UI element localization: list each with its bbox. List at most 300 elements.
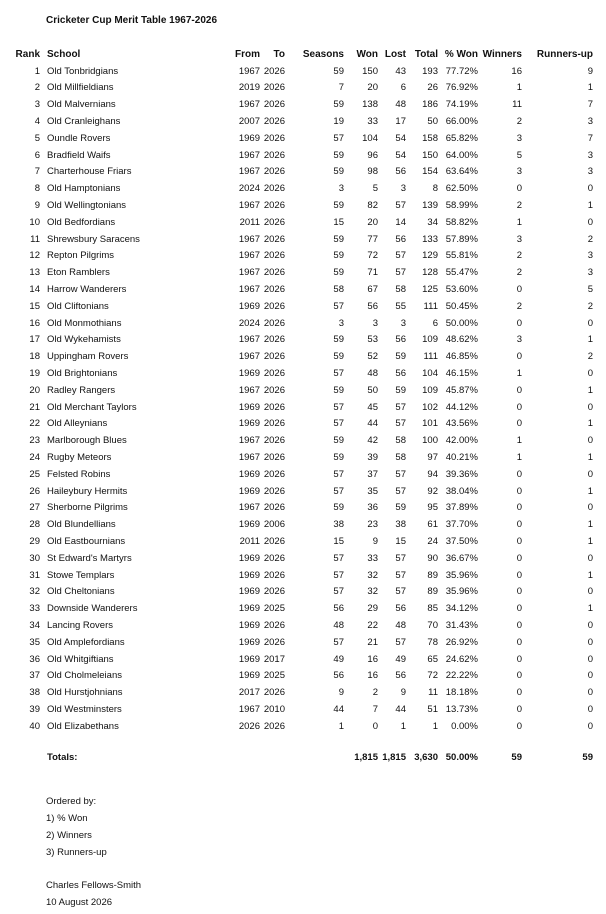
cell-rank: 29 bbox=[29, 536, 40, 547]
cell-seasons: 57 bbox=[333, 132, 344, 144]
cell-rank: 36 bbox=[29, 653, 40, 665]
cell-pct-won: 38.04% bbox=[445, 485, 478, 497]
cell-won: 22 bbox=[367, 619, 378, 631]
order-criterion: 2) Winners bbox=[46, 830, 92, 841]
cell-lost: 57 bbox=[395, 200, 406, 212]
cell-from: 2026 bbox=[238, 720, 260, 732]
page-title: Cricketer Cup Merit Table 1967-2026 bbox=[46, 15, 218, 26]
cell-school: Old Bedfordians bbox=[47, 216, 116, 228]
table-row bbox=[4, 533, 598, 550]
cell-to: 2026 bbox=[263, 536, 285, 547]
cell-rank: 21 bbox=[29, 401, 40, 413]
cell-total: 51 bbox=[427, 703, 438, 715]
cell-from: 1967 bbox=[238, 149, 260, 161]
cell-school: Marlborough Blues bbox=[47, 435, 127, 447]
cell-winners: 11 bbox=[512, 99, 522, 111]
cell-won: 52 bbox=[367, 351, 378, 363]
col-header-runners-up: Runners-up bbox=[536, 48, 593, 60]
cell-won: 104 bbox=[362, 132, 378, 144]
cell-winners: 1 bbox=[516, 216, 522, 228]
cell-from: 1969 bbox=[238, 401, 260, 413]
cell-runners-up: 0 bbox=[587, 552, 593, 564]
cell-rank: 40 bbox=[29, 720, 40, 732]
cell-won: 82 bbox=[367, 200, 378, 212]
cell-total: 133 bbox=[422, 233, 438, 245]
table-row bbox=[4, 315, 598, 332]
cell-winners: 0 bbox=[516, 552, 522, 564]
cell-runners-up: 0 bbox=[587, 502, 593, 514]
cell-pct-won: 35.96% bbox=[445, 586, 478, 598]
table-row bbox=[4, 348, 598, 365]
cell-school: Old Wellingtonians bbox=[47, 200, 127, 212]
cell-seasons: 57 bbox=[333, 552, 344, 564]
cell-to: 2026 bbox=[263, 300, 285, 312]
cell-to: 2026 bbox=[263, 65, 285, 77]
cell-winners: 0 bbox=[516, 284, 522, 296]
cell-runners-up: 1 bbox=[587, 603, 593, 615]
cell-to: 2026 bbox=[263, 720, 285, 732]
cell-total: 154 bbox=[422, 166, 438, 178]
cell-from: 1967 bbox=[238, 250, 260, 262]
cell-pct-won: 55.81% bbox=[445, 250, 478, 262]
cell-total: 100 bbox=[422, 435, 438, 447]
cell-total: 101 bbox=[422, 418, 438, 430]
table-row bbox=[4, 500, 598, 517]
table-row bbox=[4, 584, 598, 601]
cell-winners: 0 bbox=[516, 586, 522, 598]
cell-pct-won: 53.60% bbox=[445, 284, 478, 296]
cell-won: 29 bbox=[367, 603, 378, 615]
cell-runners-up: 0 bbox=[587, 216, 593, 228]
cell-runners-up: 0 bbox=[587, 586, 593, 598]
cell-winners: 0 bbox=[516, 418, 522, 430]
cell-runners-up: 1 bbox=[587, 334, 593, 346]
cell-lost: 57 bbox=[395, 418, 406, 430]
cell-school: Repton Pilgrims bbox=[47, 250, 115, 262]
cell-to: 2026 bbox=[263, 619, 285, 631]
cell-total: 24 bbox=[427, 536, 438, 547]
cell-rank: 18 bbox=[29, 351, 40, 363]
cell-runners-up: 2 bbox=[587, 351, 593, 363]
cell-winners: 0 bbox=[516, 401, 522, 413]
cell-to: 2010 bbox=[263, 703, 285, 715]
cell-runners-up: 3 bbox=[587, 250, 593, 262]
cell-winners: 0 bbox=[516, 636, 522, 648]
totals-pct-won: 50.00% bbox=[445, 751, 478, 763]
cell-seasons: 59 bbox=[333, 166, 344, 178]
cell-from: 1967 bbox=[238, 452, 260, 464]
table-row bbox=[4, 113, 598, 130]
col-header-from: From bbox=[235, 48, 260, 60]
cell-lost: 56 bbox=[395, 368, 406, 380]
cell-to: 2026 bbox=[263, 99, 285, 111]
cell-from: 2011 bbox=[239, 216, 260, 228]
cell-won: 3 bbox=[372, 317, 378, 329]
cell-from: 2007 bbox=[238, 116, 260, 128]
cell-winners: 3 bbox=[516, 132, 522, 144]
cell-runners-up: 0 bbox=[587, 317, 593, 329]
cell-rank: 2 bbox=[34, 82, 40, 94]
cell-winners: 1 bbox=[516, 82, 522, 94]
table-body bbox=[4, 63, 598, 735]
table-row bbox=[4, 332, 598, 349]
cell-from: 1969 bbox=[238, 619, 260, 631]
cell-lost: 3 bbox=[400, 317, 406, 329]
cell-lost: 59 bbox=[395, 384, 406, 396]
cell-won: 32 bbox=[367, 569, 378, 581]
cell-school: Old Millfieldians bbox=[47, 82, 114, 94]
cell-to: 2026 bbox=[263, 502, 285, 514]
cell-rank: 1 bbox=[34, 65, 40, 77]
cell-pct-won: 13.73% bbox=[445, 703, 478, 715]
cell-pct-won: 76.92% bbox=[445, 82, 478, 94]
cell-from: 2024 bbox=[238, 183, 260, 195]
cell-from: 1969 bbox=[238, 569, 260, 581]
table-row bbox=[4, 416, 598, 433]
col-header-won: Won bbox=[356, 48, 378, 60]
cell-lost: 57 bbox=[395, 636, 406, 648]
cell-pct-won: 45.87% bbox=[445, 384, 478, 396]
cell-to: 2026 bbox=[263, 250, 285, 262]
cell-total: 90 bbox=[427, 552, 438, 564]
cell-won: 96 bbox=[367, 149, 378, 161]
table-row bbox=[4, 684, 598, 701]
cell-seasons: 7 bbox=[338, 82, 344, 94]
cell-total: 85 bbox=[427, 603, 438, 615]
cell-seasons: 38 bbox=[333, 519, 344, 531]
cell-pct-won: 0.00% bbox=[451, 720, 478, 732]
cell-lost: 17 bbox=[395, 116, 406, 128]
cell-pct-won: 40.21% bbox=[445, 452, 478, 464]
cell-from: 2011 bbox=[239, 536, 260, 547]
cell-won: 7 bbox=[372, 703, 378, 715]
cell-winners: 16 bbox=[511, 65, 522, 77]
cell-pct-won: 48.62% bbox=[445, 334, 478, 346]
cell-lost: 48 bbox=[395, 99, 406, 111]
cell-won: 39 bbox=[367, 452, 378, 464]
table-row bbox=[4, 298, 598, 315]
cell-to: 2026 bbox=[263, 384, 285, 396]
cell-school: Old Wykehamists bbox=[47, 334, 121, 346]
cell-school: Old Brightonians bbox=[47, 368, 118, 380]
cell-seasons: 3 bbox=[338, 183, 344, 195]
cell-won: 44 bbox=[367, 418, 378, 430]
cell-school: Shrewsbury Saracens bbox=[47, 233, 140, 245]
cell-lost: 15 bbox=[395, 536, 406, 547]
cell-lost: 6 bbox=[400, 82, 406, 94]
cell-from: 1967 bbox=[238, 233, 260, 245]
cell-lost: 57 bbox=[395, 468, 406, 480]
cell-total: 109 bbox=[422, 384, 438, 396]
col-header-winners: Winners bbox=[482, 48, 522, 60]
cell-seasons: 56 bbox=[333, 603, 344, 615]
cell-lost: 59 bbox=[395, 502, 406, 514]
cell-total: 61 bbox=[427, 519, 438, 531]
cell-pct-won: 50.45% bbox=[445, 300, 478, 312]
cell-runners-up: 0 bbox=[587, 653, 593, 665]
header-row bbox=[4, 46, 598, 63]
table-row bbox=[4, 365, 598, 382]
cell-total: 70 bbox=[427, 619, 438, 631]
cell-seasons: 59 bbox=[333, 452, 344, 464]
cell-won: 20 bbox=[367, 216, 378, 228]
cell-won: 56 bbox=[367, 300, 378, 312]
cell-lost: 14 bbox=[395, 216, 406, 228]
cell-to: 2026 bbox=[263, 452, 285, 464]
cell-school: Harrow Wanderers bbox=[47, 284, 127, 296]
cell-from: 1967 bbox=[238, 435, 260, 447]
cell-school: Charterhouse Friars bbox=[47, 166, 132, 178]
cell-from: 1967 bbox=[238, 99, 260, 111]
cell-total: 34 bbox=[427, 216, 438, 228]
table-row bbox=[4, 248, 598, 265]
cell-total: 186 bbox=[422, 99, 438, 111]
totals-label: Totals: bbox=[47, 751, 78, 763]
cell-to: 2026 bbox=[263, 435, 285, 447]
cell-total: 150 bbox=[422, 149, 438, 161]
cell-from: 1969 bbox=[238, 653, 260, 665]
cell-to: 2026 bbox=[263, 418, 285, 430]
cell-school: Radley Rangers bbox=[47, 384, 116, 396]
cell-from: 1967 bbox=[238, 284, 260, 296]
table-row bbox=[4, 214, 598, 231]
totals-row bbox=[4, 749, 598, 766]
table-row bbox=[4, 80, 598, 97]
cell-from: 1969 bbox=[238, 132, 260, 144]
table-row bbox=[4, 651, 598, 668]
cell-to: 2026 bbox=[263, 149, 285, 161]
table-row bbox=[4, 399, 598, 416]
cell-seasons: 59 bbox=[333, 384, 344, 396]
cell-runners-up: 3 bbox=[587, 149, 593, 161]
cell-seasons: 1 bbox=[338, 720, 344, 732]
cell-seasons: 59 bbox=[333, 149, 344, 161]
cell-school: Old Cliftonians bbox=[47, 300, 109, 312]
cell-winners: 0 bbox=[516, 502, 522, 514]
cell-winners: 0 bbox=[516, 384, 522, 396]
cell-to: 2006 bbox=[263, 519, 285, 531]
cell-from: 1967 bbox=[238, 502, 260, 514]
cell-total: 89 bbox=[427, 586, 438, 598]
cell-winners: 1 bbox=[516, 452, 522, 464]
order-criterion: 1) % Won bbox=[46, 813, 88, 824]
cell-lost: 56 bbox=[395, 334, 406, 346]
cell-rank: 31 bbox=[29, 569, 40, 581]
cell-to: 2026 bbox=[263, 116, 285, 128]
cell-to: 2026 bbox=[263, 82, 285, 94]
cell-runners-up: 3 bbox=[587, 166, 593, 178]
cell-total: 125 bbox=[422, 284, 438, 296]
cell-from: 1969 bbox=[238, 603, 260, 615]
totals-runners-up: 59 bbox=[582, 751, 593, 763]
col-header-to: To bbox=[273, 48, 285, 60]
cell-school: Old Alleynians bbox=[47, 418, 108, 430]
cell-winners: 2 bbox=[516, 267, 522, 279]
cell-runners-up: 2 bbox=[587, 233, 593, 245]
cell-lost: 56 bbox=[395, 233, 406, 245]
cell-total: 1 bbox=[432, 720, 438, 732]
col-header-rank: Rank bbox=[15, 48, 40, 60]
cell-school: Old Whitgiftians bbox=[47, 653, 114, 665]
cell-lost: 58 bbox=[395, 435, 406, 447]
cell-total: 50 bbox=[427, 116, 438, 128]
cell-won: 42 bbox=[367, 435, 378, 447]
cell-to: 2026 bbox=[263, 334, 285, 346]
cell-school: St Edward's Martyrs bbox=[47, 552, 132, 564]
cell-won: 16 bbox=[367, 670, 378, 682]
cell-winners: 0 bbox=[516, 485, 522, 497]
cell-seasons: 57 bbox=[333, 368, 344, 380]
cell-pct-won: 62.50% bbox=[445, 183, 478, 195]
cell-pct-won: 55.47% bbox=[445, 267, 478, 279]
cell-pct-won: 18.18% bbox=[445, 687, 478, 699]
cell-pct-won: 22.22% bbox=[445, 670, 478, 682]
cell-rank: 34 bbox=[29, 619, 40, 631]
cell-won: 77 bbox=[367, 233, 378, 245]
cell-seasons: 44 bbox=[333, 703, 344, 715]
cell-total: 78 bbox=[427, 636, 438, 648]
cell-school: Haileybury Hermits bbox=[47, 485, 128, 497]
cell-pct-won: 57.89% bbox=[445, 233, 478, 245]
table-row bbox=[4, 96, 598, 113]
cell-seasons: 57 bbox=[333, 418, 344, 430]
cell-winners: 2 bbox=[516, 200, 522, 212]
cell-rank: 26 bbox=[29, 485, 40, 497]
cell-pct-won: 65.82% bbox=[445, 132, 478, 144]
cell-school: Old Cholmeleians bbox=[47, 670, 122, 682]
cell-winners: 0 bbox=[516, 351, 522, 363]
cell-rank: 32 bbox=[29, 586, 40, 598]
cell-seasons: 56 bbox=[333, 670, 344, 682]
cell-to: 2026 bbox=[263, 687, 285, 699]
cell-seasons: 59 bbox=[333, 250, 344, 262]
cell-from: 2017 bbox=[238, 687, 260, 699]
cell-winners: 0 bbox=[516, 317, 522, 329]
cell-winners: 1 bbox=[516, 368, 522, 380]
cell-total: 72 bbox=[427, 670, 438, 682]
cell-lost: 57 bbox=[395, 569, 406, 581]
cell-winners: 0 bbox=[516, 653, 522, 665]
cell-from: 1969 bbox=[238, 485, 260, 497]
cell-pct-won: 34.12% bbox=[445, 603, 478, 615]
cell-to: 2025 bbox=[263, 603, 285, 615]
cell-total: 26 bbox=[427, 82, 438, 94]
cell-from: 2024 bbox=[238, 317, 260, 329]
cell-school: Old Amplefordians bbox=[47, 636, 125, 648]
cell-winners: 0 bbox=[516, 569, 522, 581]
table-row bbox=[4, 600, 598, 617]
cell-total: 94 bbox=[427, 468, 438, 480]
cell-pct-won: 46.85% bbox=[445, 351, 478, 363]
table-row bbox=[4, 180, 598, 197]
cell-won: 45 bbox=[367, 401, 378, 413]
cell-school: Oundle Rovers bbox=[47, 132, 111, 144]
cell-seasons: 57 bbox=[333, 468, 344, 480]
cell-winners: 1 bbox=[516, 435, 522, 447]
cell-rank: 12 bbox=[29, 250, 40, 262]
cell-rank: 9 bbox=[34, 200, 40, 212]
cell-winners: 2 bbox=[516, 250, 522, 262]
totals-winners: 59 bbox=[511, 751, 522, 763]
cell-winners: 0 bbox=[516, 619, 522, 631]
cell-pct-won: 24.62% bbox=[445, 653, 478, 665]
cell-from: 1969 bbox=[238, 468, 260, 480]
cell-pct-won: 63.64% bbox=[445, 166, 478, 178]
cell-rank: 16 bbox=[29, 317, 40, 329]
cell-total: 11 bbox=[428, 687, 438, 699]
table-row bbox=[4, 701, 598, 718]
cell-rank: 28 bbox=[29, 519, 40, 531]
cell-total: 128 bbox=[422, 267, 438, 279]
cell-seasons: 48 bbox=[333, 619, 344, 631]
cell-runners-up: 1 bbox=[587, 569, 593, 581]
table-row bbox=[4, 130, 598, 147]
table-row bbox=[4, 432, 598, 449]
cell-seasons: 3 bbox=[338, 317, 344, 329]
cell-lost: 57 bbox=[395, 401, 406, 413]
cell-lost: 57 bbox=[395, 250, 406, 262]
cell-pct-won: 43.56% bbox=[445, 418, 478, 430]
table-row bbox=[4, 197, 598, 214]
cell-lost: 58 bbox=[395, 284, 406, 296]
cell-from: 1967 bbox=[238, 334, 260, 346]
cell-from: 2019 bbox=[238, 82, 260, 94]
cell-rank: 5 bbox=[34, 132, 40, 144]
cell-lost: 57 bbox=[395, 485, 406, 497]
table-row bbox=[4, 449, 598, 466]
cell-seasons: 57 bbox=[333, 586, 344, 598]
cell-total: 111 bbox=[423, 300, 438, 312]
table-row bbox=[4, 550, 598, 567]
cell-won: 150 bbox=[362, 65, 378, 77]
cell-rank: 8 bbox=[34, 183, 40, 195]
table-row bbox=[4, 483, 598, 500]
cell-seasons: 59 bbox=[333, 200, 344, 212]
cell-lost: 56 bbox=[395, 670, 406, 682]
cell-runners-up: 0 bbox=[587, 619, 593, 631]
cell-school: Eton Ramblers bbox=[47, 267, 110, 279]
cell-rank: 3 bbox=[34, 99, 40, 111]
table-row bbox=[4, 231, 598, 248]
cell-won: 37 bbox=[367, 468, 378, 480]
cell-winners: 2 bbox=[516, 116, 522, 128]
cell-won: 33 bbox=[367, 552, 378, 564]
cell-seasons: 57 bbox=[333, 401, 344, 413]
cell-total: 95 bbox=[427, 502, 438, 514]
cell-won: 138 bbox=[362, 99, 378, 111]
cell-to: 2026 bbox=[263, 368, 285, 380]
cell-rank: 30 bbox=[29, 552, 40, 564]
cell-runners-up: 3 bbox=[587, 267, 593, 279]
cell-school: Old Blundellians bbox=[47, 519, 116, 531]
cell-winners: 0 bbox=[516, 720, 522, 732]
cell-won: 21 bbox=[367, 636, 378, 648]
cell-pct-won: 66.00% bbox=[445, 116, 478, 128]
merit-table bbox=[4, 46, 598, 765]
cell-seasons: 15 bbox=[333, 216, 344, 228]
cell-won: 23 bbox=[367, 519, 378, 531]
cell-from: 1967 bbox=[238, 384, 260, 396]
cell-pct-won: 77.72% bbox=[445, 65, 478, 77]
cell-runners-up: 0 bbox=[587, 401, 593, 413]
cell-rank: 22 bbox=[29, 418, 40, 430]
cell-runners-up: 1 bbox=[587, 82, 593, 94]
cell-seasons: 57 bbox=[333, 485, 344, 497]
cell-school: Old Westminsters bbox=[47, 703, 122, 715]
cell-won: 33 bbox=[367, 116, 378, 128]
cell-lost: 54 bbox=[395, 132, 406, 144]
cell-total: 129 bbox=[422, 250, 438, 262]
